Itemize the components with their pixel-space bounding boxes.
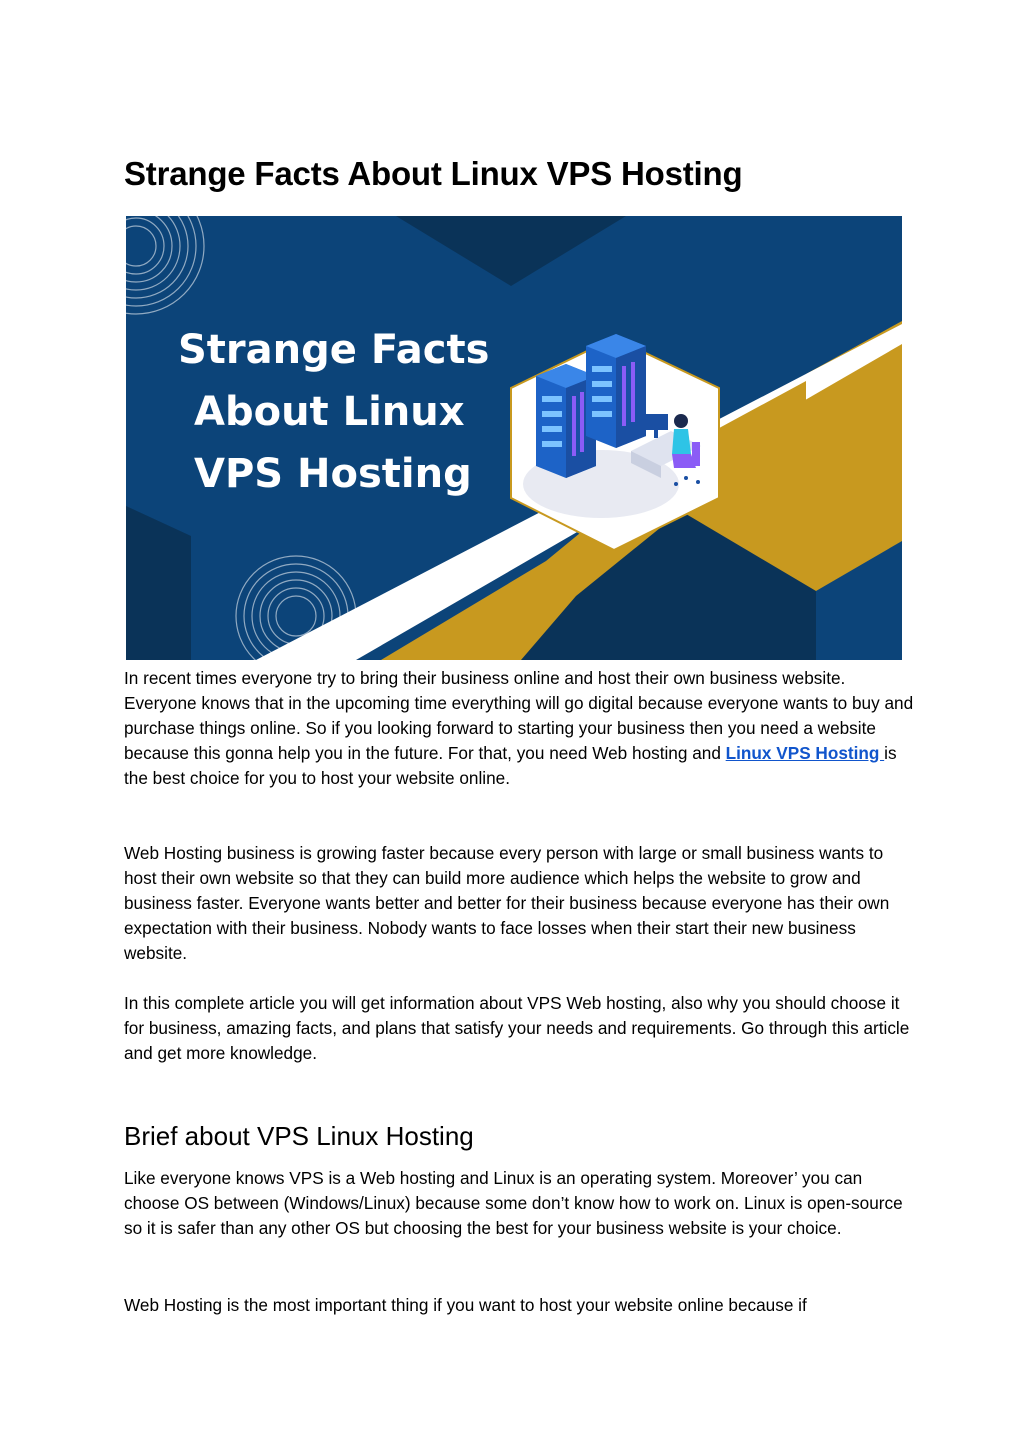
article-overview-paragraph: In this complete article you will get information about VPS Web hosting, also why you should choose it for business, amazing facts, and plans that satisfy your needs and requirements. Go through this article and get more knowledge. bbox=[124, 993, 910, 1063]
intro-paragraph bbox=[124, 666, 914, 791]
hero-banner-image bbox=[126, 216, 902, 660]
section-paragraph-1: Like everyone knows VPS is a Web hosting and Linux is an operating system. Moreover’ you can choose OS between (Windows/Linux) because some don’t know how to work on. Linux is open-source so it is safer than any other OS but choosing the best for your business website is your choice. bbox=[124, 1168, 903, 1238]
server-rack-icon-2 bbox=[586, 334, 646, 448]
hero-title-line-1: Strange Facts bbox=[178, 327, 490, 373]
linux-vps-hosting-link[interactable]: Linux VPS Hosting bbox=[725, 743, 885, 763]
intro-text-after-link: is the best choice for you to host your website online. bbox=[124, 743, 897, 788]
growth-paragraph: Web Hosting business is growing faster because every person with large or small business wants to host their own website so that they can build more audience which helps the website to grow and business faster. Everyone wants better and better for their business because everyone has their own expectation with their business. Nobody wants to face losses when their start their new business website. bbox=[124, 843, 890, 963]
hero-title-line-2: About Linux bbox=[194, 389, 465, 435]
section-heading: Brief about VPS Linux Hosting bbox=[124, 1121, 474, 1151]
intro-text-before-link: In recent times everyone try to bring their business online and host their own business website. Everyone knows that in the upcoming time everything will go digital because everyone wants to buy and purchase things online. So if you looking forward to starting your business then you need a website because this gonna help you in the future. For that, you need Web hosting and bbox=[124, 668, 914, 763]
section-paragraph-2: Web Hosting is the most important thing if you want to host your website online because if bbox=[124, 1295, 807, 1315]
hero-title-line-3: VPS Hosting bbox=[194, 451, 472, 497]
page-title: Strange Facts About Linux VPS Hosting bbox=[124, 155, 743, 192]
